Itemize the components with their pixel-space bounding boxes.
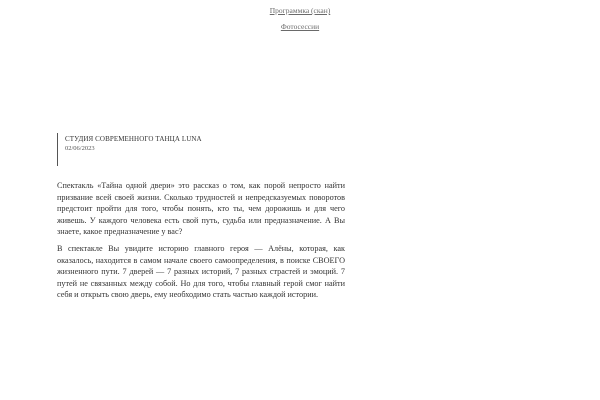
post-header <box>57 133 202 166</box>
post-date: 02/06/2023 <box>65 145 95 152</box>
program-scan-link[interactable]: Программка (скан) <box>269 6 331 15</box>
studio-name: СТУДИЯ СОВРЕМЕННОГО ТАНЦА LUNA <box>65 135 202 143</box>
paragraph-story: В спектакле Вы увидите историю главного героя — Алёны, которая, как оказалось, находится в самом начале своего самоопределения, в поиске СВОЕГО жизненного пути. 7 дверей — 7 разных историй, 7 разных страстей и эмоций. 7 путей не связанных между собой. Но для того, чтобы главный герой смог найти себя и открыть свою дверь, ему необходимо стать частью каждой истории. <box>57 243 345 300</box>
top-nav <box>0 5 600 37</box>
post-content <box>57 180 345 306</box>
paragraph-intro: Спектакль «Тайна одной двери» это рассказ о том, как порой непросто найти призвание всей своей жизни. Сколько трудностей и непредсказуемых поворотов предстоит пройти для того, чтобы понять, кто ты, чем дорожишь и для чего живешь. У каждого человека есть свой путь, судьба или предназначение. А Вы знаете, какое предназначение у вас? <box>57 181 345 237</box>
photo-sessions-link[interactable]: Фотосессии <box>280 22 320 31</box>
